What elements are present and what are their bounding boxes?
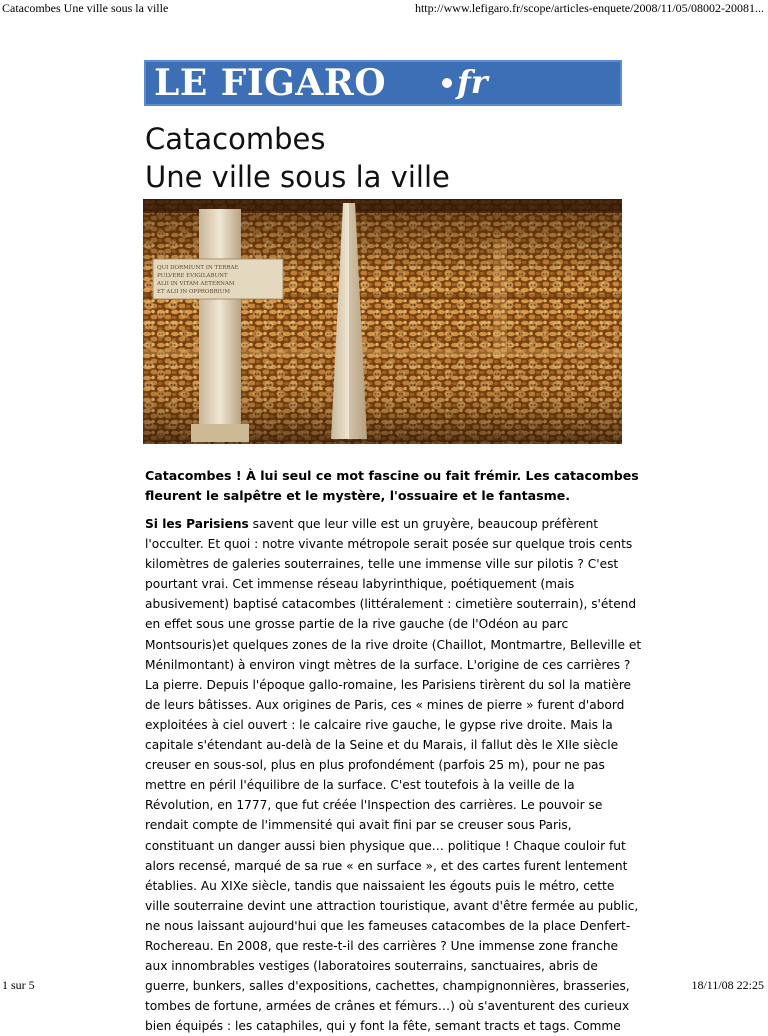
body-line: établies. Au XIXe siècle, tandis que naissaient les égouts puis le métro, cette: [145, 878, 615, 893]
body-line: constituant un danger aussi bien physique que… politique ! Chaque couloir fut: [145, 838, 626, 853]
print-footer: [0, 978, 768, 994]
body-line: tombes de fortune, armées de crânes et fémurs…) où s'aventurent des curieux: [145, 999, 630, 1014]
article-body: [145, 514, 642, 1036]
logo-wordmark: LE FIGARO: [154, 62, 387, 104]
print-header: [0, 1, 768, 17]
lead-line: fleurent le salpêtre et le mystère, l'ossuaire et le fantasme.: [145, 488, 571, 503]
inscription-line-4: ET ALII IN OPPROBRIUM: [157, 289, 231, 295]
print-header-url: http://www.lefigaro.fr/scope/articles-enquete/2008/11/05/08002-20081...: [414, 1, 764, 15]
inscription-line-2: PULVERE EVIGILABUNT: [157, 273, 228, 279]
inscription-line-1: QUI DORMIUNT IN TERRAE: [157, 265, 239, 271]
body-line: Révolution, en 1777, que fut créée l'Inspection des carrières. Le pouvoir se: [145, 798, 603, 813]
body-line: La pierre. Depuis l'époque gallo-romaine, les Parisiens tirèrent du sol la matière: [145, 677, 632, 692]
body-line: creuser en sous-sol, plus en plus profondément (parfois 25 m), pour ne pas: [145, 758, 605, 773]
body-line: mettre en péril l'équilibre de la surface. C'est toutefois à la veille de la: [145, 778, 575, 793]
catacombs-photo: [143, 199, 622, 444]
article-lead: [145, 466, 639, 506]
body-line: de leurs bâtisses. Aux origines de Paris, ces « mines de pierre » furent d'abord: [145, 697, 625, 712]
body-line: bien équipés : les cataphiles, qui y font la fête, semant tracts et tags. Comme: [145, 1019, 621, 1034]
title-line-1: Catacombes: [145, 122, 326, 156]
print-header-title: Catacombes Une ville sous la ville: [2, 1, 169, 15]
lead-line: Catacombes ! À lui seul ce mot fascine ou fait frémir. Les catacombes: [145, 468, 639, 483]
print-timestamp: 18/11/08 22:25: [691, 978, 764, 992]
body-line: Montsouris)et quelques zones de la rive droite (Chaillot, Montmartre, Belleville et: [145, 637, 642, 652]
inscription-line-3: ALII IN VITAM AETERNAM: [157, 281, 235, 287]
body-line: abusivement) baptisé catacombes (littéralement : cimetière souterrain), s'étend: [145, 597, 637, 612]
body-line: aux innombrables vestiges (laboratoires souterrains, sanctuaires, abris de: [145, 959, 598, 974]
title-line-2: Une ville sous la ville: [145, 160, 450, 194]
body-line: l'occulter. Et quoi : notre vivante métropole serait posée sur quelque trois cents: [145, 537, 633, 552]
body-intro-rest: savent que leur ville est un gruyère, beaucoup préfèrent: [248, 517, 599, 531]
body-line: capitale s'étendant au-delà de la Seine et du Marais, il fallut dès le XIIe siècle: [145, 738, 619, 753]
body-line: Rochereau. En 2008, que reste-t-il des carrières ? Une immense zone franche: [145, 938, 619, 953]
body-line: Ménilmontant) à environ vingt mètres de la surface. L'origine de ces carrières ?: [145, 657, 631, 672]
body-line: ville souterraine devint une attraction touristique, avant d'être fermée au public,: [145, 898, 639, 913]
logo-dot: [442, 78, 452, 88]
body-line: rendait compte de l'immensité qui avait fini par se creuser sous Paris,: [145, 818, 572, 833]
body-line: guerre, bunkers, salles d'expositions, cachettes, champignonnières, brasseries,: [145, 979, 630, 994]
page-counter: 1 sur 5: [2, 978, 35, 992]
body-line: kilomètres de galeries souterraines, telle une immense ville sur pilotis ? C'est: [145, 557, 619, 572]
body-intro-bold: Si les Parisiens: [145, 517, 249, 531]
article-title: [145, 120, 625, 196]
body-line: ne nous laissant aujourd'hui que les fameuses catacombes de la place Denfert-: [145, 918, 631, 933]
body-line: en effet sous une grosse partie de la rive gauche (de l'Odéon au parc: [145, 617, 569, 632]
body-line-first: [145, 514, 623, 534]
body-line: pourtant vrai. Cet immense réseau labyrinthique, poétiquement (mais: [145, 577, 575, 592]
le-figaro-logo[interactable]: [144, 60, 622, 106]
body-line: alors recensé, marqué de sa rue « en surface », et des cartes furent lentement: [145, 858, 628, 873]
body-line: exploitées à ciel ouvert : le calcaire rive gauche, le gypse rive droite. Mais la: [145, 717, 613, 732]
logo-suffix: fr: [457, 63, 488, 101]
